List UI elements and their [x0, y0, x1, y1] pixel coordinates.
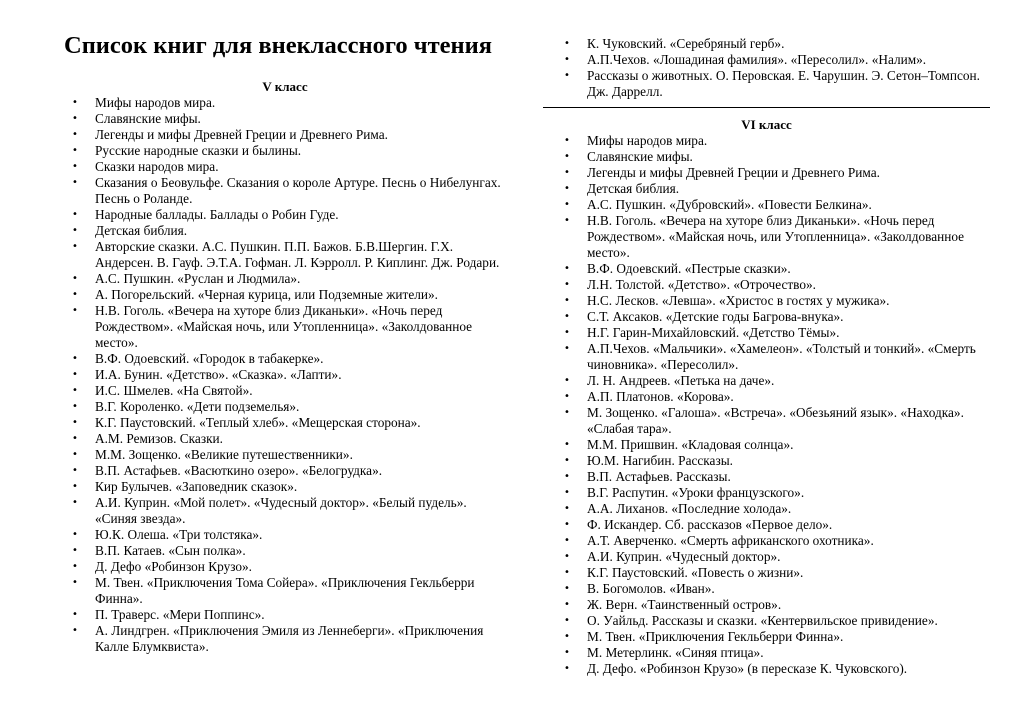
list-item: • Ж. Верн. «Таинственный остров». [552, 597, 992, 613]
grade5-continued-book-list [552, 36, 992, 100]
list-item: • О. Уайльд. Рассказы и сказки. «Кентервильское привидение». [552, 613, 992, 629]
list-item: • И.А. Бунин. «Детство». «Сказка». «Лапти». [60, 367, 510, 383]
list-item: • Ю.М. Нагибин. Рассказы. [552, 453, 992, 469]
list-item: • Д. Дефо «Робинзон Крузо». [60, 559, 510, 575]
list-item: • А.А. Лиханов. «Последние холода». [552, 501, 992, 517]
list-item: • Мифы народов мира. [60, 95, 510, 111]
list-item: • Д. Дефо. «Робинзон Крузо» (в пересказе К. Чуковского). [552, 661, 992, 677]
list-item: • Кир Булычев. «Заповедник сказок». [60, 479, 510, 495]
list-item: • К. Чуковский. «Серебряный герб». [552, 36, 992, 52]
list-item: • Н.В. Гоголь. «Вечера на хуторе близ Диканьки». «Ночь перед Рождеством». «Майская ночь, или Утопленница». «Заколдованное место». [552, 213, 992, 261]
list-item: • А.С. Пушкин. «Дубровский». «Повести Белкина». [552, 197, 992, 213]
grade5-book-list [60, 95, 510, 655]
list-item: • Славянские мифы. [60, 111, 510, 127]
section-divider [543, 107, 990, 108]
list-item: • А. Линдгрен. «Приключения Эмиля из Леннеберги». «Приключения Калле Блумквиста». [60, 623, 510, 655]
list-item: • Детская библия. [60, 223, 510, 239]
list-item: • А.И. Куприн. «Чудесный доктор». [552, 549, 992, 565]
list-item: • В.Ф. Одоевский. «Пестрые сказки». [552, 261, 992, 277]
list-item: • В.Ф. Одоевский. «Городок в табакерке». [60, 351, 510, 367]
list-item: • Ю.К. Олеша. «Три толстяка». [60, 527, 510, 543]
list-item: • М.М. Зощенко. «Великие путешественники». [60, 447, 510, 463]
list-item: • Н.С. Лесков. «Левша». «Христос в гостях у мужика». [552, 293, 992, 309]
list-item: • В.Г. Короленко. «Дети подземелья». [60, 399, 510, 415]
list-item: • Мифы народов мира. [552, 133, 992, 149]
list-item: • Легенды и мифы Древней Греции и Древнего Рима. [60, 127, 510, 143]
list-item: • М. Зощенко. «Галоша». «Встреча». «Обезьяний язык». «Находка». «Слабая тара». [552, 405, 992, 437]
list-item: • П. Траверс. «Мери Поппинс». [60, 607, 510, 623]
list-item: • М.М. Пришвин. «Кладовая солнца». [552, 437, 992, 453]
list-item: • А.И. Куприн. «Мой полет». «Чудесный доктор». «Белый пудель». «Синяя звезда». [60, 495, 510, 527]
grade5-heading: V класс [262, 79, 308, 94]
list-item: • К.Г. Паустовский. «Повесть о жизни». [552, 565, 992, 581]
list-item: • Н.В. Гоголь. «Вечера на хуторе близ Диканьки». «Ночь перед Рождеством». «Майская ночь, или Утопленница». «Заколдованное место». [60, 303, 510, 351]
list-item: • Народные баллады. Баллады о Робин Гуде. [60, 207, 510, 223]
list-item: • А.С. Пушкин. «Руслан и Людмила». [60, 271, 510, 287]
grade6-heading: VI класс [741, 117, 792, 132]
list-item: • А. Погорельский. «Черная курица, или Подземные жители». [60, 287, 510, 303]
list-item: • Ф. Искандер. Сб. рассказов «Первое дело». [552, 517, 992, 533]
list-item: • Русские народные сказки и былины. [60, 143, 510, 159]
list-item: • А.Т. Аверченко. «Смерть африканского охотника». [552, 533, 992, 549]
list-item: • Сказки народов мира. [60, 159, 510, 175]
grade6-book-list [552, 133, 992, 677]
list-item: • В. Богомолов. «Иван». [552, 581, 992, 597]
list-item: • М. Твен. «Приключения Тома Сойера». «Приключения Гекльберри Финна». [60, 575, 510, 607]
list-item: • В.Г. Распутин. «Уроки французского». [552, 485, 992, 501]
list-item: • А.П.Чехов. «Мальчики». «Хамелеон». «Толстый и тонкий». «Смерть чиновника». «Пересолил». [552, 341, 992, 373]
list-item: • Л. Н. Андреев. «Петька на даче». [552, 373, 992, 389]
list-item: • Сказания о Беовульфе. Сказания о короле Артуре. Песнь о Нибелунгах. Песнь о Роланде. [60, 175, 510, 207]
list-item: • Н.Г. Гарин-Михайловский. «Детство Тёмы». [552, 325, 992, 341]
list-item: • С.Т. Аксаков. «Детские годы Багрова-внука». [552, 309, 992, 325]
list-item: • Детская библия. [552, 181, 992, 197]
list-item: • В.П. Астафьев. «Васюткино озеро». «Белогрудка». [60, 463, 510, 479]
list-item: • В.П. Катаев. «Сын полка». [60, 543, 510, 559]
list-item: • И.С. Шмелев. «На Святой». [60, 383, 510, 399]
list-item: • А.М. Ремизов. Сказки. [60, 431, 510, 447]
list-item: • Рассказы о животных. О. Перовская. Е. Чарушин. Э. Сетон–Томпсон. Дж. Даррелл. [552, 68, 992, 100]
page-title: Список книг для внеклассного чтения [64, 32, 492, 59]
list-item: • К.Г. Паустовский. «Теплый хлеб». «Мещерская сторона». [60, 415, 510, 431]
list-item: • А.П. Платонов. «Корова». [552, 389, 992, 405]
list-item: • Авторские сказки. А.С. Пушкин. П.П. Бажов. Б.В.Шергин. Г.Х. Андерсен. В. Гауф. Э.Т.А. Гофман. Л. Кэрролл. Р. Киплинг. Дж. Родари. [60, 239, 510, 271]
list-item: • Легенды и мифы Древней Греции и Древнего Рима. [552, 165, 992, 181]
list-item: • Славянские мифы. [552, 149, 992, 165]
list-item: • Л.Н. Толстой. «Детство». «Отрочество». [552, 277, 992, 293]
list-item: • В.П. Астафьев. Рассказы. [552, 469, 992, 485]
list-item: • М. Метерлинк. «Синяя птица». [552, 645, 992, 661]
list-item: • М. Твен. «Приключения Гекльберри Финна». [552, 629, 992, 645]
list-item: • А.П.Чехов. «Лошадиная фамилия». «Пересолил». «Налим». [552, 52, 992, 68]
